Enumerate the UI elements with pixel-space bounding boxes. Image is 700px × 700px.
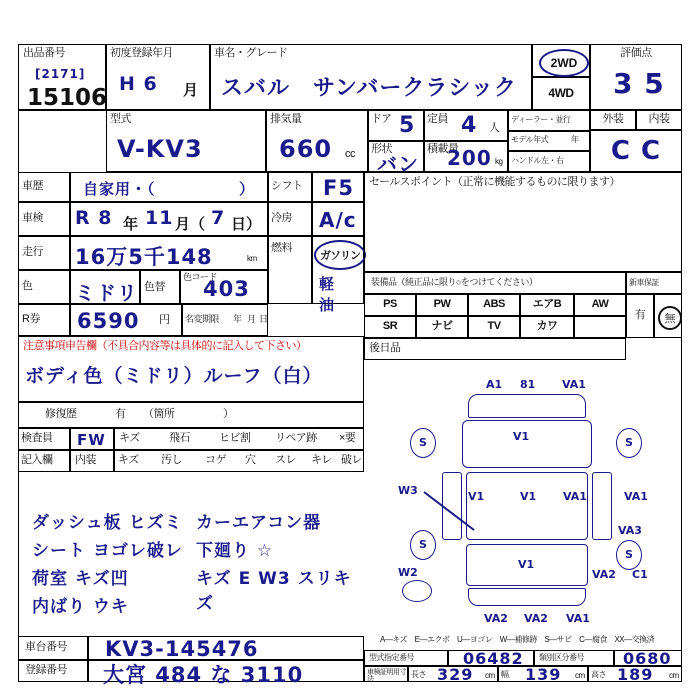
recycle-label-cell	[18, 304, 70, 336]
diagram-mark-va1-r: VA1	[563, 490, 587, 503]
diagram-mark-s4: S	[625, 548, 633, 561]
ac-value: A/c	[319, 208, 357, 232]
diagram-legend	[380, 636, 682, 650]
repair-cell	[18, 402, 364, 428]
class-value-cell	[614, 650, 682, 666]
diagram-mark-v1-top: V1	[513, 430, 530, 443]
inspector-value: FW	[77, 431, 106, 449]
warranty-no-cell	[654, 294, 682, 338]
type-desig-value: 06482	[463, 649, 524, 668]
equip-abs-cell	[468, 294, 520, 316]
interior-mark-7: 破レ	[341, 454, 362, 466]
inspector-label: 検査員	[21, 432, 53, 444]
lot-code: [2171]	[35, 67, 86, 81]
equip-leather-cell	[520, 316, 574, 338]
history-label-cell	[18, 172, 70, 202]
color-label: 色	[22, 280, 33, 292]
fuel-gasoline: ガソリン	[314, 240, 366, 270]
length-unit: cm	[485, 671, 495, 680]
class-label: 類別区分番号	[539, 653, 584, 662]
equip-tv: TV	[487, 320, 501, 333]
mileage-value-cell	[70, 236, 268, 270]
diagram-mark-s3: S	[419, 538, 427, 551]
shaken-expiry-label: 名変期限	[185, 314, 220, 324]
inspection-day-value: 7	[211, 207, 226, 229]
recycle-unit: 円	[159, 314, 170, 326]
diagram-label-a1: A1	[486, 378, 503, 391]
diagram-mark-w2: W2	[398, 566, 418, 579]
diagram-mark-v1-rear: V1	[518, 558, 535, 571]
dealer-label: ディーラー・並行	[511, 115, 571, 124]
color-label-cell	[18, 270, 70, 304]
handle-label: ハンドル左・右	[511, 156, 564, 165]
displacement-value: 660	[279, 135, 333, 163]
diagram-front-panel	[462, 420, 592, 468]
warranty-yes-cell	[626, 294, 654, 338]
reg-value: 大宮 484 な 3110	[103, 663, 304, 687]
free-note-2a: シート ヨゴレ破レ	[32, 541, 183, 561]
exterior-label: 外装	[602, 113, 624, 126]
spec-divider	[18, 110, 106, 111]
first-registration-label: 初度登録年月	[110, 47, 173, 59]
diagram-label-va1: VA1	[562, 378, 586, 391]
diagram-label-81: 81	[520, 378, 536, 391]
mark-5: ×要	[339, 432, 356, 444]
free-notes-area	[18, 472, 364, 630]
shaken-year: 年	[233, 314, 242, 324]
displacement-label: 排気量	[270, 113, 302, 125]
inspection-month: 月（	[175, 215, 206, 233]
height-unit: cm	[669, 671, 679, 680]
width-label: 幅	[501, 670, 509, 679]
inspector-value-cell	[70, 428, 114, 450]
model-grade-cell	[210, 44, 532, 110]
exterior-cell	[590, 110, 636, 130]
repair-yes: 有	[115, 408, 126, 420]
shift-label: シフト	[271, 180, 303, 192]
diagram-mark-va2-a: VA2	[484, 612, 508, 625]
ac-label-cell	[268, 202, 312, 236]
sales-point-label: セールスポイント（正常に機能するものに限ります）	[369, 176, 621, 188]
shift-label-cell	[268, 172, 312, 202]
fuel-value-cell	[312, 236, 364, 314]
repair-place: （箇所	[143, 408, 175, 420]
type-desig-label: 型式指定番号	[369, 653, 414, 662]
shaken-month: 月	[247, 314, 256, 324]
mileage-value: 16万5千148	[75, 245, 213, 269]
free-note-1b: カーエアコン器	[196, 513, 322, 533]
first-registration-value: H 6	[119, 73, 158, 95]
lot-label: 出品番号	[23, 47, 65, 59]
fuel-label-cell	[268, 236, 312, 304]
equip-aw: AW	[591, 298, 609, 311]
handle-cell	[508, 151, 590, 172]
model-year-label: モデル年式	[511, 135, 549, 144]
load-unit: kg	[495, 157, 503, 166]
height-cell	[588, 666, 682, 682]
history-close: ）	[239, 180, 256, 198]
model-year-unit: 年	[571, 135, 579, 144]
free-note-4a: 内ばり ウキ	[32, 597, 129, 617]
marks-label-cell	[18, 450, 70, 472]
lot-cell	[18, 44, 106, 110]
load-label: 積載量	[427, 143, 459, 155]
equip-blank-cell	[574, 316, 626, 338]
notice-value: ボディ色（ミドリ）ルーフ（白）	[25, 365, 323, 387]
class-value: 0680	[623, 649, 672, 668]
color-code-cell	[180, 270, 268, 304]
equip-airbag: エアB	[532, 298, 562, 311]
recycle-value: 6590	[77, 309, 140, 333]
inspection-year: 年	[123, 215, 139, 233]
repair-label: 修復歴	[45, 408, 77, 420]
doors-value: 5	[399, 113, 416, 138]
drive-4wd-value: 4WD	[548, 86, 574, 101]
inspection-month-value: 11	[145, 207, 174, 229]
inspection-day: 日）	[231, 215, 262, 233]
interior-mark-4: 穴	[245, 454, 256, 466]
free-note-3a: 荷室 キズ凹	[32, 569, 129, 589]
length-value: 329	[437, 665, 474, 684]
inspection-label-cell	[18, 202, 70, 236]
dims-label: 車検証明用寸法	[367, 669, 406, 684]
seats-unit: 人	[489, 122, 500, 134]
shaken-expiry-cell	[182, 304, 268, 336]
shift-value-cell	[312, 172, 364, 202]
diagram-right-side	[592, 472, 612, 540]
warranty-header-cell	[626, 272, 682, 294]
body-label: 形状	[371, 143, 392, 155]
type-desig-label-cell	[364, 650, 448, 666]
diagram-mark-v1-l: V1	[468, 490, 485, 503]
marks-cell	[114, 428, 364, 450]
ext-int-value-cell	[590, 130, 682, 172]
repaint-label: 色替	[144, 281, 165, 293]
length-label: 長さ	[411, 670, 426, 679]
mileage-unit: km	[247, 254, 257, 263]
chassis-label: 車台番号	[25, 641, 67, 653]
color-value: ミドリ	[75, 281, 138, 305]
doors-cell	[368, 110, 424, 141]
seats-label: 定員	[427, 113, 448, 125]
equipment-header-cell	[364, 272, 626, 294]
interior-mark-6: キレ	[311, 454, 332, 466]
mileage-label-cell	[18, 236, 70, 270]
mark-4: リペア跡	[275, 432, 317, 444]
reg-label-cell	[18, 660, 88, 682]
notice-label: 注意事項申告欄（不具合内容等は具体的に記入して下さい）	[23, 340, 307, 352]
equip-sr-cell	[364, 316, 416, 338]
aftermarket-label: 後日品	[369, 342, 401, 354]
diagram-spare-tire	[402, 580, 432, 602]
warranty-no: 無	[658, 306, 682, 330]
reg-label: 登録番号	[25, 664, 67, 676]
repair-close: ）	[223, 408, 234, 420]
inspection-value: R 8	[75, 207, 113, 229]
fuel-diesel: 軽 油	[319, 275, 352, 314]
diagram-front-bumper	[468, 394, 586, 418]
body-cell	[368, 141, 424, 176]
diagram-mark-va1-far: VA1	[624, 490, 648, 503]
shift-value: F5	[323, 176, 354, 200]
width-value: 139	[525, 665, 562, 684]
interior-mark-3: コゲ	[205, 454, 226, 466]
equip-navi-cell	[416, 316, 468, 338]
height-value: 189	[617, 665, 654, 684]
inspection-label: 車検	[22, 212, 43, 224]
mileage-label: 走行	[22, 246, 43, 258]
warranty-yes: 有	[634, 309, 646, 322]
ac-label: 冷房	[271, 212, 292, 224]
dims-label-cell	[364, 666, 408, 682]
chassis-value-cell	[88, 636, 364, 660]
free-note-2b: 下廻り ☆	[196, 541, 274, 561]
fuel-label: 燃料	[271, 242, 292, 254]
diagram-roof	[466, 472, 588, 540]
seats-cell	[424, 110, 508, 141]
dealer-cell	[508, 110, 590, 131]
model-year-cell	[508, 131, 590, 151]
history-value: 自家用・（	[83, 180, 156, 198]
equip-ps-cell	[364, 294, 416, 316]
first-registration-cell	[106, 44, 210, 110]
repaint-cell	[140, 270, 180, 304]
equip-sr: SR	[382, 320, 398, 333]
equip-aw-cell	[574, 294, 626, 316]
width-cell	[498, 666, 588, 682]
mark-1: キズ	[119, 432, 140, 444]
equipment-label: 装備品（純正品に限り○をつけてください）	[371, 277, 538, 287]
length-cell	[408, 666, 498, 682]
first-registration-unit: 月	[183, 81, 199, 99]
aftermarket-cell	[364, 338, 626, 360]
height-label: 高さ	[591, 670, 606, 679]
lot-number: 15106	[27, 85, 108, 111]
free-note-1a: ダッシュ板 ヒズミ	[32, 513, 183, 533]
inspector-label-cell	[18, 428, 70, 450]
shaken-day: 日	[259, 314, 268, 324]
load-value: 200	[447, 146, 492, 170]
ac-value-cell	[312, 202, 364, 236]
interior-label: 内装	[648, 113, 670, 126]
equip-abs: ABS	[483, 298, 505, 311]
diagram-rear-bumper	[468, 588, 586, 606]
mark-2: 飛石	[169, 432, 190, 444]
chassis-label-cell	[18, 636, 88, 660]
warranty-label: 新車保証	[629, 278, 659, 287]
type-label: 型式	[110, 113, 131, 125]
equip-airbag-cell	[520, 294, 574, 316]
width-unit: cm	[575, 671, 585, 680]
type-value: V-KV3	[117, 135, 203, 163]
equip-pw: PW	[433, 298, 451, 311]
score-label: 評価点	[620, 47, 652, 60]
interior-mark-5: スレ	[275, 454, 296, 466]
equip-ps: PS	[383, 298, 397, 311]
diagram-mark-c1: C1	[632, 568, 648, 581]
history-value-cell	[70, 172, 268, 202]
model-grade-value: スバル サンバークラシック	[221, 76, 517, 101]
free-note-3b: キズ E W3 スリキズ	[196, 569, 352, 614]
marks-label: 記入欄	[21, 454, 53, 466]
diagram-mark-va2-r: VA2	[592, 568, 616, 581]
equip-leather: カワ	[536, 320, 558, 333]
drive-2wd-value: 2WD	[539, 49, 589, 77]
interior-marks-cell	[114, 450, 364, 472]
reg-value-cell	[88, 660, 364, 687]
vehicle-diagram	[380, 372, 682, 632]
drive-4wd-cell	[532, 77, 590, 110]
equip-navi: ナビ	[431, 320, 453, 333]
diagram-mark-w3: W3	[398, 484, 418, 497]
body-value: バン	[377, 152, 419, 176]
load-cell	[424, 141, 508, 172]
interior-mark-1: キズ	[118, 454, 139, 466]
recycle-label: R券	[22, 313, 40, 325]
diagram-mark-va1-b: VA1	[566, 612, 590, 625]
diagram-mark-va2-b: VA2	[524, 612, 548, 625]
diagram-mark-s1: S	[419, 436, 427, 449]
doors-label: ドア	[371, 113, 392, 125]
recycle-value-cell	[70, 304, 182, 336]
ext-int-value: C C	[610, 136, 662, 166]
notice-cell	[18, 336, 364, 402]
interior-mark-2: 汚し	[161, 454, 182, 466]
chassis-value: KV3-145476	[105, 637, 259, 661]
drive-2wd-cell	[532, 44, 590, 77]
diagram-mark-va3: VA3	[618, 524, 642, 537]
sales-point-cell	[364, 172, 682, 272]
equip-pw-cell	[416, 294, 468, 316]
diagram-mark-v1-c: V1	[520, 490, 537, 503]
inspection-value-cell	[70, 202, 268, 236]
diagram-mark-s2: S	[625, 436, 633, 449]
class-label-cell	[534, 650, 614, 666]
mark-3: ヒビ割	[219, 432, 251, 444]
score-cell	[590, 44, 682, 110]
displacement-cell	[266, 110, 368, 172]
model-grade-label: 車名・グレード	[214, 47, 288, 59]
color-code-label: 色コード	[183, 272, 218, 282]
interior-label-2: 内装	[75, 454, 96, 466]
score-value: 3 5	[613, 67, 665, 100]
equip-tv-cell	[468, 316, 520, 338]
color-code-value: 403	[203, 277, 250, 301]
type-desig-value-cell	[448, 650, 534, 666]
type-cell	[106, 110, 266, 172]
interior-label-cell	[70, 450, 114, 472]
history-label: 車歴	[22, 180, 43, 192]
interior-cell	[636, 110, 682, 130]
diagram-legend-text: A—キズ E—エクボ U—ヨゴレ W—補修跡 S—サビ C—腐食 XX—交換済	[380, 635, 655, 644]
displacement-unit: cc	[345, 148, 355, 160]
seats-value: 4	[461, 113, 478, 138]
color-value-cell	[70, 270, 140, 304]
